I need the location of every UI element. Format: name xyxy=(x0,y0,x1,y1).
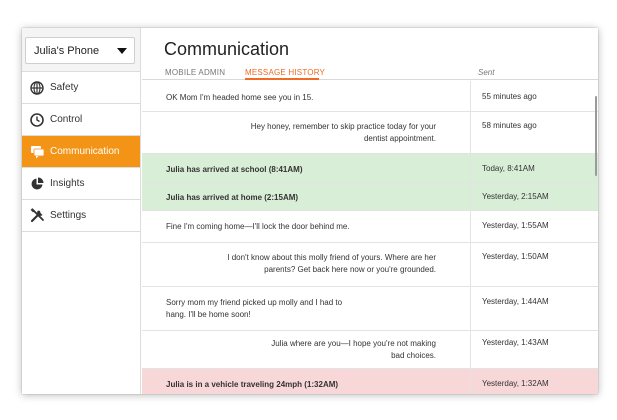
message-list xyxy=(142,81,598,394)
sidebar-item-label: Insights xyxy=(50,178,85,189)
column-divider xyxy=(470,369,471,394)
message-time: Yesterday, 1:43AM xyxy=(482,338,549,347)
sidebar-item-insights[interactable] xyxy=(22,168,140,200)
page-title: Communication xyxy=(164,39,290,59)
message-row[interactable] xyxy=(142,287,598,331)
sidebar-item-label: Control xyxy=(50,114,83,125)
device-name: Julia's Phone xyxy=(34,44,100,57)
message-text xyxy=(166,252,436,276)
device-dropdown[interactable] xyxy=(25,37,135,64)
sidebar xyxy=(22,28,141,394)
message-time: 55 minutes ago xyxy=(482,92,537,101)
message-line: Sorry mom my friend picked up molly and I had to xyxy=(166,298,343,307)
sidebar-item-safety[interactable] xyxy=(22,72,140,104)
column-divider xyxy=(470,183,471,210)
message-row[interactable] xyxy=(142,112,598,154)
chat-bubble-icon xyxy=(29,144,45,160)
message-text xyxy=(166,121,436,145)
sidebar-item-label: Communication xyxy=(50,146,120,157)
column-divider xyxy=(470,112,471,153)
message-time: 58 minutes ago xyxy=(482,121,537,130)
message-line: bad choices. xyxy=(391,351,436,360)
message-text: Fine I'm coming home—I'll lock the door behind me. xyxy=(166,222,350,231)
event-text: Julia has arrived at home (2:15AM) xyxy=(166,193,299,202)
message-row[interactable] xyxy=(142,211,598,243)
message-row[interactable] xyxy=(142,331,598,369)
message-text: OK Mom I'm headed home see you in 15. xyxy=(166,93,314,102)
tab-mobile-admin[interactable]: MOBILE ADMIN xyxy=(165,68,226,77)
event-row[interactable] xyxy=(142,369,598,394)
device-selector-row xyxy=(22,28,140,72)
message-time: Yesterday, 1:55AM xyxy=(482,221,549,230)
tools-icon xyxy=(29,208,45,224)
sidebar-item-settings[interactable] xyxy=(22,200,140,232)
message-line: parents? Get back here now or you're grounded. xyxy=(264,265,436,274)
column-divider xyxy=(470,331,471,368)
sidebar-item-label: Settings xyxy=(50,210,87,221)
sidebar-item-label: Safety xyxy=(50,82,79,93)
sent-column-header: Sent xyxy=(478,68,495,77)
message-time: Yesterday, 1:50AM xyxy=(482,252,549,261)
column-divider xyxy=(470,81,471,111)
message-text xyxy=(166,297,342,321)
sidebar-item-control[interactable] xyxy=(22,104,140,136)
event-row[interactable] xyxy=(142,154,598,183)
sidebar-item-communication[interactable] xyxy=(22,136,140,168)
event-text: Julia is in a vehicle traveling 24mph (1:32AM) xyxy=(166,380,339,389)
message-row[interactable] xyxy=(142,243,598,287)
message-time: Today, 8:41AM xyxy=(482,164,535,173)
message-time: Yesterday, 1:44AM xyxy=(482,297,549,306)
app-window xyxy=(22,28,598,394)
main-panel xyxy=(142,28,598,394)
page-header xyxy=(142,28,598,80)
globe-icon xyxy=(29,80,45,96)
column-divider xyxy=(470,211,471,242)
message-line: I don't know about this molly friend of yours. Where are her xyxy=(227,253,436,262)
tab-message-history[interactable]: MESSAGE HISTORY xyxy=(245,68,326,77)
scrollbar-thumb[interactable] xyxy=(595,96,597,176)
message-row[interactable] xyxy=(142,81,598,112)
column-divider xyxy=(470,287,471,330)
message-line: dentist appointment. xyxy=(363,134,436,143)
column-divider xyxy=(470,154,471,182)
column-divider xyxy=(470,243,471,286)
message-time: Yesterday, 2:15AM xyxy=(482,192,549,201)
message-line: Hey honey, remember to skip practice today for your xyxy=(250,122,436,131)
message-line: hang. I'll be home soon! xyxy=(166,310,251,319)
chevron-down-icon xyxy=(117,48,127,54)
message-time: Yesterday, 1:32AM xyxy=(482,379,549,388)
message-text xyxy=(166,338,436,362)
clock-icon xyxy=(29,112,45,128)
event-text: Julia has arrived at school (8:41AM) xyxy=(166,165,303,174)
pie-chart-icon xyxy=(29,176,45,192)
event-row[interactable] xyxy=(142,183,598,211)
active-tab-indicator xyxy=(245,78,319,80)
message-line: Julia where are you—I hope you're not making xyxy=(271,339,436,348)
